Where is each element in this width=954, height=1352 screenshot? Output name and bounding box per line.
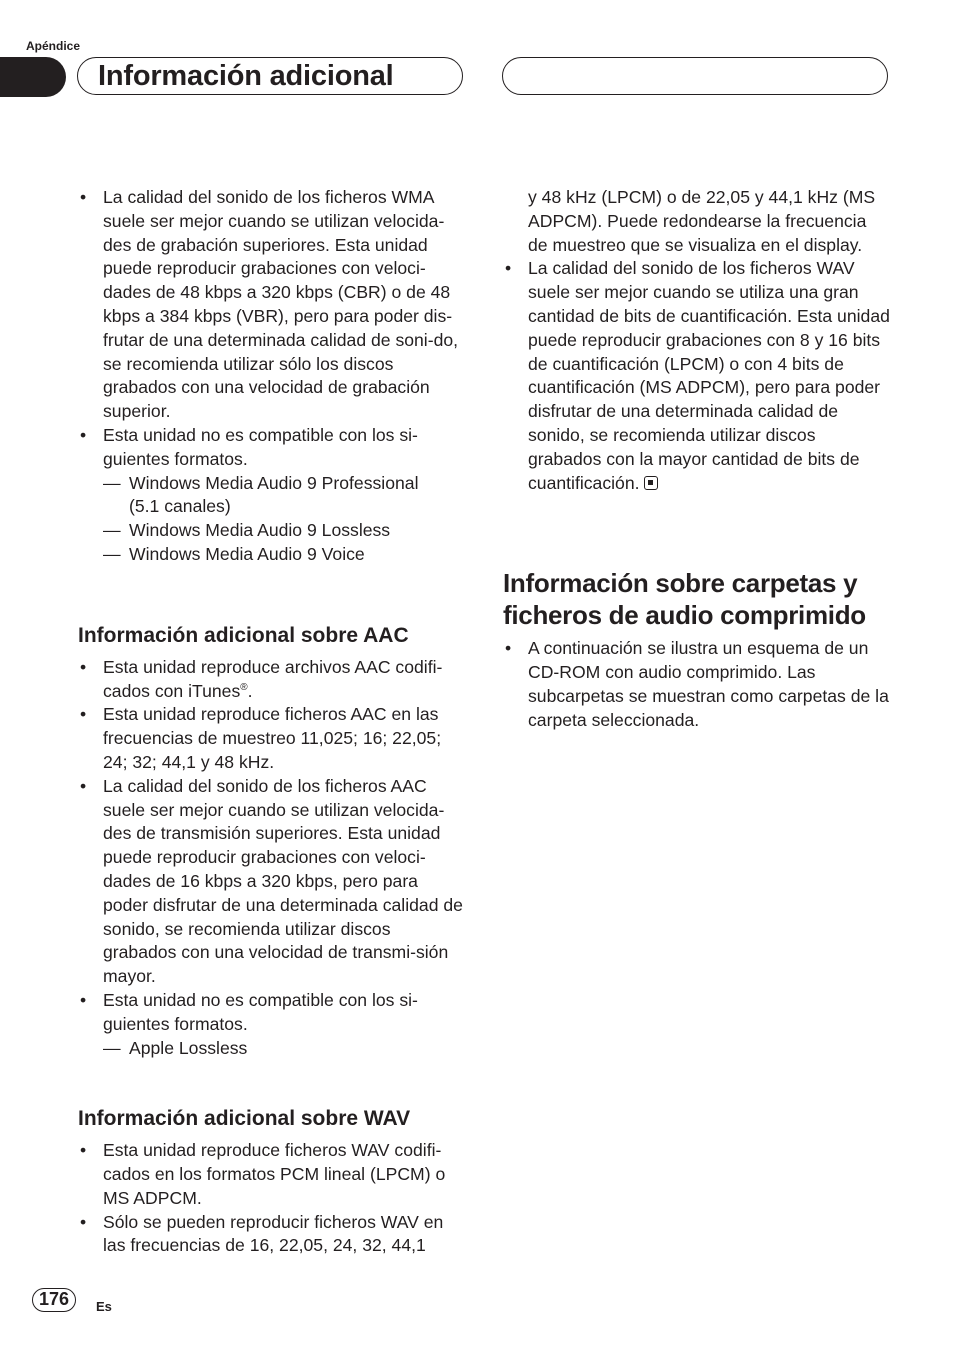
format-item-continued: (5.1 canales)	[129, 496, 231, 517]
format-item: — Windows Media Audio 9 Professional	[103, 472, 419, 493]
title-pill	[77, 57, 463, 95]
section-tab-marker	[0, 57, 66, 97]
list-item: • Esta unidad no es compatible con los si-guientes formatos.	[78, 424, 465, 472]
list-item: • La calidad del sonido de los ficheros WMA suele ser mejor cuando se utilizan velocida-des de grabación superiores. Esta unidad puede reproducir grabaciones con veloci-dades de 48 kbps a 320 kbps (CBR) o de 48 kbps a 384 kbps (VBR), pero para poder dis-frutar de una determinada calidad de soni-do, se recomienda utilizar sólo los discos grabados con una velocidad de grabación superior.	[78, 186, 465, 424]
wav-heading: Información adicional sobre WAV	[78, 1107, 411, 1131]
list-item: • A continuación se ilustra un esquema de un CD-ROM con audio comprimido. Las subcarpetas se muestran como carpetas de la carpeta seleccionada.	[503, 637, 890, 732]
wav-bullet-list-continued	[503, 257, 895, 495]
list-item: • La calidad del sonido de los ficheros AAC suele ser mejor cuando se utilizan velocida-des de transmisión superiores. Esta unidad puede reproducir grabaciones con veloci-dades de 16 kbps a 320 kbps, pero para poder disfrutar de una determinada calidad de sonido, se recomienda utilizar discos grabados con una velocidad de transmi-sión mayor.	[78, 775, 465, 989]
aac-bullet-list	[78, 656, 470, 1037]
left-column	[78, 186, 470, 1258]
format-item: — Windows Media Audio 9 Lossless	[103, 520, 391, 541]
wma-bullet-list	[78, 186, 470, 472]
format-item: — Windows Media Audio 9 Voice	[103, 543, 365, 564]
wav-bullet-list	[78, 1139, 470, 1258]
aac-heading: Información adicional sobre AAC	[78, 623, 409, 647]
list-item: • Esta unidad reproduce archivos AAC codifi-cados con iTunes®.	[78, 656, 465, 704]
list-item: • Esta unidad reproduce ficheros AAC en las frecuencias de muestreo 11,025; 16; 22,05; 24; 32; 44,1 y 48 kHz.	[78, 703, 465, 774]
list-item: • La calidad del sonido de los ficheros WAV suele ser mejor cuando se utiliza una gran cantidad de bits de cuantificación. Esta unidad puede reproducir grabaciones con 8 y 16 bits de cuantificación (LPCM) o con 4 bits de cuantificación (MS ADPCM), pero para poder disfrutar de una determinada calidad de sonido, se recomienda utilizar discos grabados con la mayor cantidad de bits de cuantificación.	[503, 257, 890, 495]
format-item: — Apple Lossless	[103, 1037, 248, 1058]
section-label: Apéndice	[26, 39, 81, 53]
wma-format-list	[78, 472, 470, 567]
wav-continued-text: y 48 kHz (LPCM) o de 22,05 y 44,1 kHz (MS ADPCM). Puede redondearse la frecuencia de muestreo que se visualiza en el display.	[528, 187, 876, 255]
page-number: 176	[32, 1288, 76, 1312]
language-code: Es	[96, 1299, 112, 1314]
list-item: • Sólo se pueden reproducir ficheros WAV en las frecuencias de 16, 22,05, 24, 32, 44,1	[78, 1211, 465, 1259]
folders-heading: Información sobre carpetas y ficheros de audio comprimido	[503, 568, 866, 631]
aac-format-list	[78, 1037, 470, 1061]
folders-bullet-list	[503, 637, 895, 732]
right-column	[503, 186, 895, 733]
list-item: • Esta unidad reproduce ficheros WAV codifi-cados en los formatos PCM lineal (LPCM) o MS ADPCM.	[78, 1139, 465, 1210]
empty-title-pill	[502, 57, 888, 95]
list-item: • Esta unidad no es compatible con los si-guientes formatos.	[78, 989, 465, 1037]
page-title: Información adicional	[98, 60, 394, 92]
stop-square-icon	[644, 476, 658, 490]
